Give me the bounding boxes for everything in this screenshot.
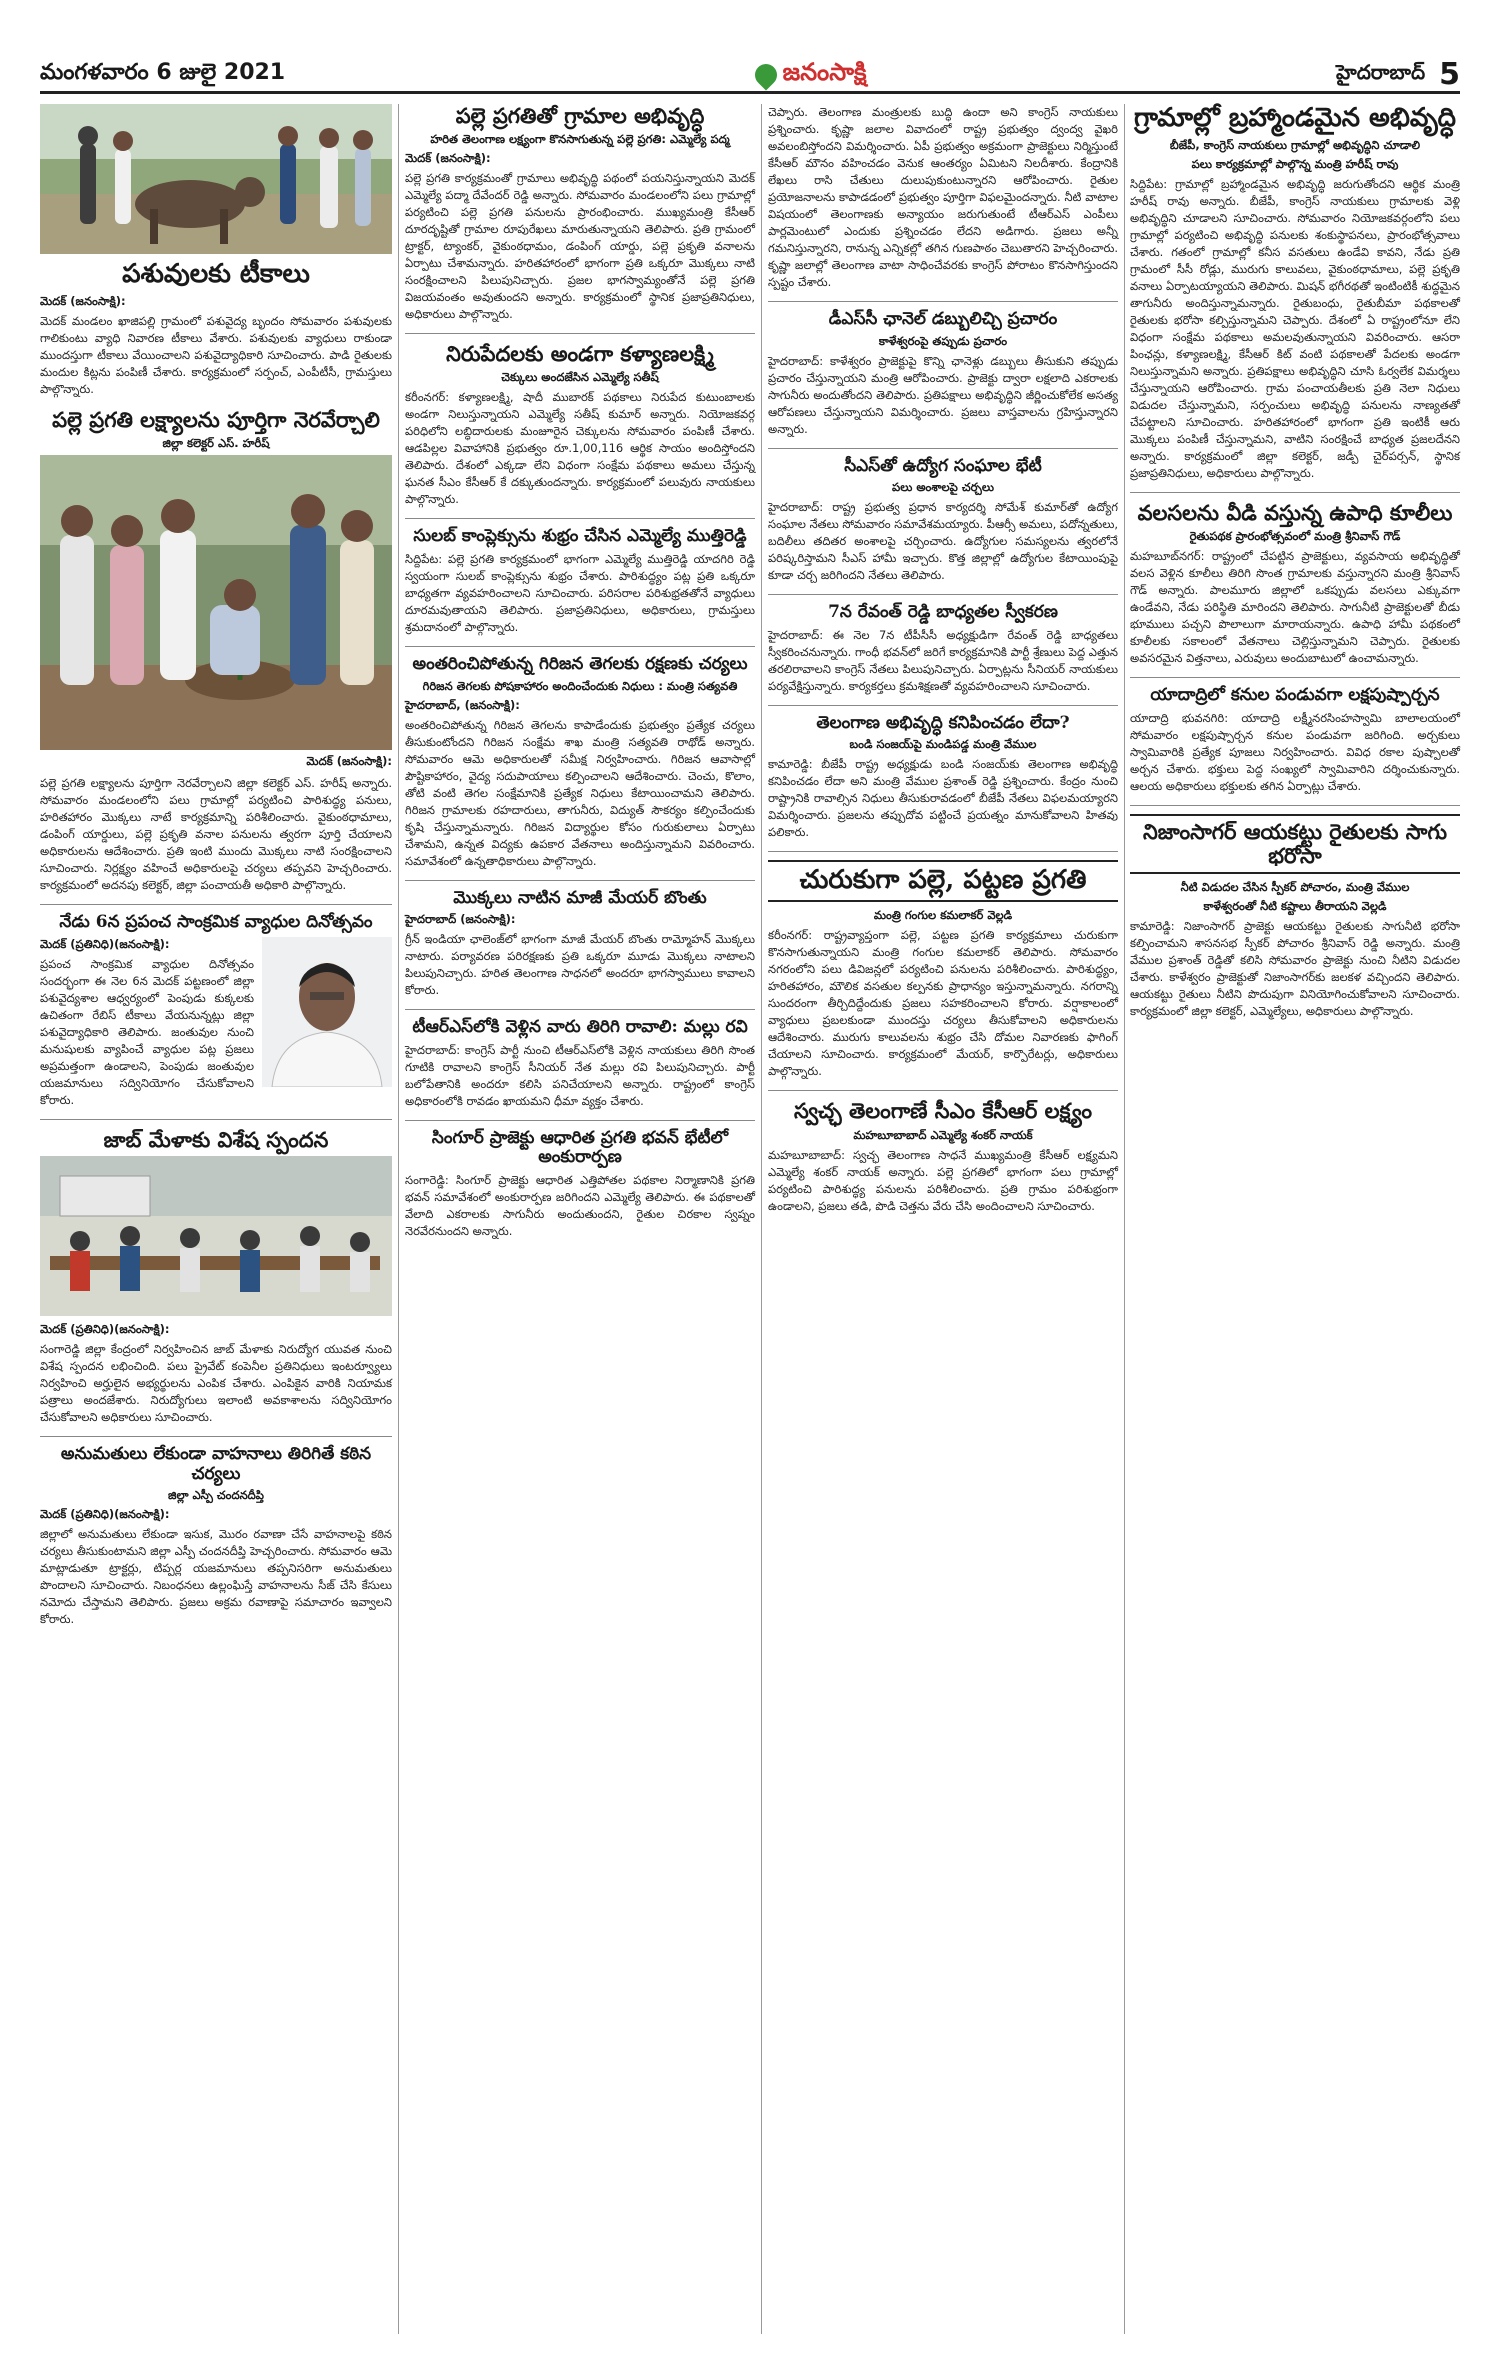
- article-body: పల్లె ప్రగతి లక్ష్యాలను పూర్తిగా నెరవేర్చాలని జిల్లా కలెక్టర్ ఎస్. హరీష్ అన్నారు. సోమవారం మండలంలోని పలు గ్రామాల్లో పర్యటించి పారిశుద్ధ్య పనులు, హరితహారం మొక్కలు నాటే కార్యక్రమాన్ని పరిశీలించారు. వైకుంఠధామాలు, డంపింగ్ యార్డులు, పల్లె ప్రకృతి వనాల పనులను త్వరగా పూర్తి చేయాలని అధికారులను ఆదేశించారు. ప్రతి ఇంటి ముందు మొక్కలు నాటి సంరక్షించాలని సూచించారు. నిర్లక్ష్యం వహించే అధికారులపై చర్యలు తప్పవని హెచ్చరించారు. కార్యక్రమంలో అదనపు కలెక్టర్, జిల్లా పంచాయతీ అధికారి పాల్గొన్నారు.: [40, 776, 392, 893]
- article-targets: [40, 408, 392, 894]
- article-revanth: [768, 603, 1118, 695]
- article-body: సిద్దిపేట: పల్లె ప్రగతి కార్యక్రమంలో భాగంగా ఎమ్మెల్యే ముత్తిరెడ్డి యాదగిరి రెడ్డి స్వయంగా సులబ్ కాంప్లెక్సును శుభ్రం చేశారు. పారిశుద్ధ్యం పట్ల ప్రతి ఒక్కరూ బాధ్యతగా వ్యవహరించాలని సూచించారు. పరిసరాల పరిశుభ్రతతోనే వ్యాధులు దూరమవుతాయని తెలిపారు. ప్రజాప్రతినిధులు, అధికారులు, గ్రామస్తులు శ్రమదానంలో పాల్గొన్నారు.: [405, 551, 755, 635]
- article-body: సంగారెడ్డి జిల్లా కేంద్రంలో నిర్వహించిన జాబ్ మేళాకు నిరుద్యోగ యువత నుంచి విశేష స్పందన లభించింది. పలు ప్రైవేట్ కంపెనీల ప్రతినిధులు ఇంటర్వ్యూలు నిర్వహించి అర్హులైన అభ్యర్థులను ఎంపిక చేశారు. ఎంపికైన వారికి నియామక పత్రాలు అందజేశారు. నిరుద్యోగులు ఇలాంటి అవకాశాలను సద్వినియోగం చేసుకోవాలని అధికారులు సూచించారు.: [40, 1341, 392, 1425]
- headline: మొక్కలు నాటిన మాజీ మేయర్ బొంతు: [453, 887, 707, 908]
- article-kcr-goal: [768, 1099, 1118, 1214]
- column-divider: [1124, 104, 1125, 2334]
- subheadline: కాళేశ్వరంతో నీటి కష్టాలు తీరాయని వెల్లడి: [1203, 899, 1387, 914]
- article-body: యాదాద్రి భువనగిరి: యాదాద్రి లక్ష్మీనరసింహస్వామి బాలాలయంలో సోమవారం లక్షపుష్పార్చన కనుల పండువగా జరిగింది. అర్చకులు స్వామివారికి ప్రత్యేక పూజలు నిర్వహించారు. వివిధ రకాల పుష్పాలతో అర్చన చేశారు. భక్తులు పెద్ద సంఖ్యలో స్వామివారిని దర్శించుకున్నారు. ఆలయ అధికారులు భక్తులకు తగిన ఏర్పాట్లు చేశారు.: [1130, 710, 1460, 793]
- divider: [40, 1119, 392, 1120]
- article-body: పల్లె ప్రగతి కార్యక్రమంతో గ్రామాలు అభివృద్ధి పథంలో పయనిస్తున్నాయని మెదక్ ఎమ్మెల్యే పద్మా దేవేందర్ రెడ్డి అన్నారు. సోమవారం మండలంలోని పలు గ్రామాల్లో పర్యటించి పల్లె ప్రగతి పనులను ప్రారంభించారు. ముఖ్యమంత్రి కేసీఆర్ దూరదృష్టితో గ్రామాల రూపురేఖలు మారుతున్నాయని తెలిపారు. ప్రతి గ్రామంలో ట్రాక్టర్, ట్యాంకర్, వైకుంఠధామం, డంపింగ్ యార్డు, పల్లె ప్రకృతి వనాలను ఏర్పాటు చేశామన్నారు. హరితహారంలో భాగంగా ప్రతి ఒక్కరూ మొక్కలు నాటి సంరక్షించాలని పిలుపునిచ్చారు. ప్రజల భాగస్వామ్యంతోనే పల్లె ప్రగతి విజయవంతం అవుతుందని అన్నారు. కార్యక్రమంలో స్థానిక ప్రజాప్రతినిధులు, అధికారులు పాల్గొన్నారు.: [405, 171, 755, 322]
- subheadline: గిరిజన తెగలకు పోషకాహారం అందించేందుకు నిధులు : మంత్రి సత్యవతి: [422, 678, 738, 693]
- article-body: మహబూబ్‌నగర్: రాష్ట్రంలో చేపట్టిన ప్రాజెక్టులు, వ్యవసాయ అభివృద్ధితో వలస వెళ్లిన కూలీలు తిరిగి సొంత గ్రామాలకు వస్తున్నారని మంత్రి శ్రీనివాస్ గౌడ్ అన్నారు. పాలమూరు జిల్లాలో ఒకప్పుడు వలసలు ఎక్కువగా ఉండేవని, నేడు పరిస్థితి మారిందని తెలిపారు. సాగునీటి ప్రాజెక్టులతో బీడు భూములు పచ్చని పొలాలుగా మారాయన్నారు. ఉపాధి హామీ పథకంలో కూలీలకు సకాలంలో వేతనాలు చెల్లిస్తున్నామని చెప్పారు. రైతులకు అవసరమైన విత్తనాలు, ఎరువులు అందుబాటులో ఉంచామన్నారు.: [1130, 549, 1460, 666]
- dateline: మెదక్ (ప్రతినిధి)(జనంసాక్షి):: [40, 936, 170, 951]
- article-body: ప్రపంచ సాంక్రమిక వ్యాధుల దినోత్సవం సందర్భంగా ఈ నెల 6న మెదక్ పట్టణంలో జిల్లా పశువైద్యశాల ఆధ్వర్యంలో పెంపుడు కుక్కలకు ఉచితంగా రేబిస్ టీకాలు వేయనున్నట్లు జిల్లా పశువైద్యాధికారి తెలిపారు. జంతువుల నుంచి మనుషులకు వ్యాపించే వ్యాధుల పట్ల ప్రజలు అప్రమత్తంగా ఉండాలని, పెంపుడు జంతువుల యజమానులు సద్వినియోగం చేసుకోవాలని కోరారు.: [40, 956, 254, 1107]
- article-body: హైదరాబాద్: కాంగ్రెస్ పార్టీ నుంచి టీఆర్‌ఎస్‌లోకి వెళ్లిన నాయకులు తిరిగి సొంత గూటికి రావాలని కాంగ్రెస్ సీనియర్ నేత మల్లు రవి పిలుపునిచ్చారు. పార్టీ బలోపేతానికి అందరూ కలిసి పనిచేయాలని అన్నారు. రాష్ట్రంలో కాంగ్రెస్ అధికారంలోకి రావడం ఖాయమని ధీమా వ్యక్తం చేశారు.: [405, 1042, 755, 1108]
- column-divider: [398, 104, 399, 2334]
- job-mela-photo: [40, 1156, 392, 1316]
- page-number: 5: [1439, 57, 1460, 92]
- subheadline: జిల్లా కలెక్టర్ ఎస్. హరీష్: [162, 436, 270, 451]
- subheadline: మహబూబాబాద్ ఎమ్మెల్యే శంకర్ నాయక్: [853, 1127, 1033, 1142]
- masthead: [40, 58, 1460, 94]
- article-body: హైదరాబాద్: రాష్ట్ర ప్రభుత్వ ప్రధాన కార్యదర్శి సోమేశ్ కుమార్‌తో ఉద్యోగ సంఘాల నేతలు సోమవారం సమావేశమయ్యారు. పీఆర్సీ అమలు, పదోన్నతులు, బదిలీలు తదితర అంశాలపై చర్చించారు. ఉద్యోగుల సమస్యలను త్వరలోనే పరిష్కరిస్తామని సీఎస్ హామీ ఇచ్చారు. కొత్త జిల్లాల్లో ఉద్యోగుల కేటాయింపుపై కూడా చర్చ జరిగిందని నేతలు తెలిపారు.: [768, 500, 1118, 583]
- headline: నిజాంసాగర్ ఆయకట్టు రైతులకు సాగు భరోసా: [1130, 814, 1460, 874]
- headline: సింగూర్ ప్రాజెక్టు ఆధారిత ప్రగతి భవన్ భేటీలో అంకురార్పణ: [431, 1127, 729, 1168]
- article-text: [40, 937, 254, 1109]
- article-tribal: [405, 655, 755, 870]
- divider: [405, 646, 755, 647]
- divider: [1130, 492, 1460, 493]
- divider: [40, 1436, 392, 1437]
- divider: [768, 705, 1118, 706]
- article-kalyana: [405, 342, 755, 508]
- article-body: కామారెడ్డి: నిజాంసాగర్ ప్రాజెక్టు ఆయకట్టు రైతులకు సాగునీటి భరోసా కల్పించామని శాసనసభ స్పీకర్ పోచారం శ్రీనివాస్ రెడ్డి అన్నారు. మంత్రి వేముల ప్రశాంత్ రెడ్డితో కలిసి సోమవారం ప్రాజెక్టు నుంచి నీటిని విడుదల చేశారు. కాళేశ్వరం ప్రాజెక్టుతో నిజాంసాగర్‌కు జలకళ వచ్చిందని తెలిపారు. ఆయకట్టు రైతులు నీటిని పొదుపుగా వినియోగించుకోవాలని సూచించారు. కార్యక్రమంలో జిల్లా కలెక్టర్, ఎమ్మెల్యేలు, అధికారులు పాల్గొన్నారు.: [1130, 919, 1460, 1019]
- article-cm-meet: [768, 457, 1118, 585]
- subheadline: బీజేపీ, కాంగ్రెస్ నాయకులు గ్రామాల్లో అభివృద్ధిని చూడాలి: [1169, 137, 1421, 152]
- divider: [1130, 677, 1460, 678]
- article-develop: [768, 714, 1118, 842]
- subheadline: చెక్కులు అందజేసిన ఎమ్మెల్యే సతీష్: [501, 370, 659, 385]
- article-body: హైదరాబాద్: ఈ నెల 7న టీపీసీసీ అధ్యక్షుడిగా రేవంత్ రెడ్డి బాధ్యతలు స్వీకరించనున్నారు. గాంధీ భవన్‌లో జరిగే కార్యక్రమానికి పార్టీ శ్రేణులు పెద్ద ఎత్తున తరలిరావాలని కాంగ్రెస్ నేతలు పిలుపునిచ్చారు. ఏర్పాట్లను సీనియర్ నాయకులు పర్యవేక్షిస్తున్నారు. కార్యకర్తలు క్రమశిక్షణతో వ్యవహరించాలని సూచించారు.: [768, 627, 1118, 693]
- leaf-icon: [750, 59, 781, 90]
- subheadline: హరిత తెలంగాణ లక్ష్యంగా కొనసాగుతున్న పల్లె ప్రగతి: ఎమ్మెల్యే పద్మ: [430, 132, 730, 147]
- subheadline: పలు అంశాలపై చర్చలు: [892, 480, 994, 495]
- column-3: [768, 104, 1118, 1225]
- portrait-photo: [262, 937, 392, 1087]
- article-body: హైదరాబాద్: కాళేశ్వరం ప్రాజెక్టుపై కొన్ని ఛానెళ్లు డబ్బులు తీసుకుని తప్పుడు ప్రచారం చేస్తున్నాయని మంత్రి ఆరోపించారు. ప్రాజెక్టు ద్వారా లక్షలాది ఎకరాలకు సాగునీరు అందుతోందని తెలిపారు. ప్రతిపక్షాలు అభివృద్ధిని జీర్ణించుకోలేక అసత్య ఆరోపణలు చేస్తున్నాయని విమర్శించారు. ప్రజలు వాస్తవాలను గ్రహిస్తున్నారని అన్నారు.: [768, 353, 1118, 436]
- article-row: [40, 937, 392, 1109]
- headline: డీఎస్‌సీ ఛానెల్ డబ్బులిచ్చి ప్రచారం: [828, 309, 1058, 330]
- article-yadadri: [1130, 686, 1460, 795]
- divider: [768, 448, 1118, 449]
- article-body: మెదక్ మండలం ఖాజిపల్లి గ్రామంలో పశువైద్య బృందం సోమవారం పశువులకు గాలికుంటు వ్యాధి నివారణ టీకాలు వేశారు. పశువులకు వ్యాధులు రాకుండా ముందస్తుగా టీకాలు వేయించాలని పశువైద్యాధికారి సూచించారు. పాడి రైతులకు మందుల కిట్లను పంపిణీ చేశారు. కార్యక్రమంలో సర్పంచ్, ఎంపీటీసీ, గ్రామస్తులు పాల్గొన్నారు.: [40, 313, 392, 396]
- paper-logo: [755, 58, 867, 92]
- dateline: మెదక్ (ప్రతినిధి)(జనంసాక్షి):: [40, 1507, 170, 1522]
- article-vaccine: [40, 260, 392, 398]
- photo-caption: మెదక్ (జనంసాక్షి):: [306, 754, 392, 769]
- city-name: హైదరాబాద్: [1336, 60, 1426, 84]
- subheadline: కాళేశ్వరంపై తప్పుడు ప్రచారం: [878, 333, 1008, 348]
- article-swachh: [405, 527, 755, 636]
- divider: [40, 904, 392, 905]
- column-1: [40, 104, 392, 1638]
- article-body: కరీంనగర్: రాష్ట్రవ్యాప్తంగా పల్లె, పట్టణ ప్రగతి కార్యక్రమాలు చురుకుగా కొనసాగుతున్నాయని మంత్రి గంగుల కమలాకర్ తెలిపారు. సోమవారం నగరంలోని పలు డివిజన్లలో పర్యటించి పనులను పరిశీలించారు. పారిశుద్ధ్యం, హరితహారం, మౌలిక వసతుల కల్పనకు ప్రాధాన్యం ఇస్తున్నామన్నారు. నగరాన్ని సుందరంగా తీర్చిదిద్దేందుకు ప్రజలు సహకరించాలని కోరారు. వర్షాకాలంలో వ్యాధులు ప్రబలకుండా ముందస్తు చర్యలు తీసుకోవాలని అధికారులను ఆదేశించారు. మురుగు కాలువలను శుభ్రం చేసి దోమల నివారణకు ఫాగింగ్ చేయాలని సూచించారు. కార్యక్రమంలో మేయర్, కార్పొరేటర్లు, అధికారులు పాల్గొన్నారు.: [768, 928, 1118, 1079]
- column-2: [405, 104, 755, 1250]
- headline: నేడు 6న ప్రపంచ సాంక్రమిక వ్యాధుల దినోత్సవం: [59, 912, 373, 933]
- subheadline: మంత్రి గంగుల కమలాకర్ వెల్లడి: [873, 908, 1013, 923]
- headline: చురుకుగా పల్లె, పట్టణ ప్రగతి: [768, 860, 1118, 902]
- paper-name: జనంసాక్షి: [782, 57, 867, 86]
- divider: [768, 594, 1118, 595]
- headline: టీఆర్‌ఎస్‌లోకి వెళ్లిన వారు తిరిగి రావాలి: మల్లు రవి: [412, 1017, 748, 1038]
- article-body: సిద్దిపేట: గ్రామాల్లో బ్రహ్మాండమైన అభివృద్ధి జరుగుతోందని ఆర్థిక మంత్రి హరీష్ రావు అన్నారు. బీజేపీ, కాంగ్రెస్ నాయకులు గ్రామాలకు వెళ్లి అభివృద్ధిని చూడాలని సూచించారు. సోమవారం నియోజకవర్గంలోని పలు గ్రామాల్లో పర్యటించి అభివృద్ధి పనులకు శంకుస్థాపనలు, ప్రారంభోత్సవాలు చేశారు. గతంలో గ్రామాల్లో కనీస వసతులు ఉండేవి కావని, నేడు ప్రతి గ్రామంలో సీసీ రోడ్లు, మురుగు కాలువలు, వైకుంఠధామాలు, పల్లె ప్రకృతి వనాలు ఏర్పాటయ్యాయని తెలిపారు. మిషన్ భగీరథతో ఇంటింటికీ శుద్ధమైన తాగునీరు అందిస్తున్నామన్నారు. రైతుబంధు, రైతుబీమా పథకాలతో రైతులకు భరోసా కల్పిస్తున్నామని చెప్పారు. దేశంలో ఏ రాష్ట్రంలోనూ లేని విధంగా సంక్షేమ పథకాలు అమలవుతున్నాయని వివరించారు. ఆసరా పింఛన్లు, కళ్యాణలక్ష్మి, కేసీఆర్ కిట్ వంటి పథకాలతో పేదలకు అండగా నిలుస్తున్నామని అన్నారు. ప్రతిపక్షాలు అభివృద్ధిని చూసి ఓర్వలేక విమర్శలు చేస్తున్నాయని ఆరోపించారు. గ్రామ పంచాయతీలకు ప్రతి నెలా నిధులు విడుదల చేస్తున్నామని, సర్పంచులు అభివృద్ధి పనులను నాణ్యతతో చేపట్టాలని సూచించారు. హరితహారంలో భాగంగా ప్రతి ఇంటికీ ఆరు మొక్కలు పంపిణీ చేస్తున్నామని, వాటిని సంరక్షించే బాధ్యత ప్రజలదేనని అన్నారు. కార్యక్రమంలో జిల్లా కలెక్టర్, జడ్పీ చైర్‌పర్సన్, స్థానిక ప్రజాప్రతినిధులు, అధికారులు పాల్గొన్నారు.: [1130, 176, 1460, 481]
- subheadline: నీటి విడుదల చేసిన స్పీకర్ పోచారం, మంత్రి వేముల: [1180, 880, 1410, 895]
- headline: స్వచ్ఛ తెలంగాణే సీఎం కేసీఆర్ లక్ష్యం: [793, 1098, 1093, 1124]
- column-4: [1130, 104, 1460, 1030]
- masthead-right: [1336, 57, 1460, 92]
- headline: నిరుపేదలకు అండగా కళ్యాణలక్ష్మి: [446, 341, 714, 367]
- divider: [768, 851, 1118, 852]
- divider: [405, 1120, 755, 1121]
- article-boom: [1130, 104, 1460, 482]
- article-saplings: [405, 889, 755, 1000]
- article-body: అంతరించిపోతున్న గిరిజన తెగలను కాపాడేందుకు ప్రభుత్వం ప్రత్యేక చర్యలు తీసుకుంటోందని గిరిజన సంక్షేమ శాఖ మంత్రి సత్యవతి రాథోడ్ అన్నారు. సోమవారం ఆమె అధికారులతో సమీక్ష నిర్వహించారు. గిరిజన ఆవాసాల్లో పౌష్టికాహారం, వైద్య సదుపాయాలు కల్పించాలని ఆదేశించారు. చెంచు, కొలాం, తోటి వంటి తెగల సంక్షేమానికి ప్రత్యేక నిధులు కేటాయించామని తెలిపారు. గిరిజన గ్రామాలకు రహదారులు, తాగునీరు, విద్యుత్ సౌకర్యం కల్పించేందుకు కృషి చేస్తున్నామన్నారు. గిరిజన విద్యార్థుల కోసం గురుకులాలు ఏర్పాటు చేశామని, ఉన్నత విద్యకు ఉపకార వేతనాలు అందిస్తున్నామని వివరించారు. సమావేశంలో ఉన్నతాధికారులు పాల్గొన్నారు.: [405, 717, 755, 868]
- article-nizamsagar: [1130, 814, 1460, 1020]
- headline: సీఎస్‌తో ఉద్యోగ సంఘాల భేటీ: [844, 455, 1042, 476]
- article-body: కరీంనగర్: కళ్యాణలక్ష్మి, షాదీ ముబారక్ పథకాలు నిరుపేద కుటుంబాలకు అండగా నిలుస్తున్నాయని ఎమ్మెల్యే సతీష్ కుమార్ అన్నారు. నియోజకవర్గ పరిధిలోని లబ్ధిదారులకు మంజూరైన చెక్కులను సోమవారం పంపిణీ చేశారు. ఆడపిల్లల వివాహానికి ప్రభుత్వం రూ.1,00,116 ఆర్థిక సాయం అందిస్తోందని తెలిపారు. దేశంలో ఎక్కడా లేని విధంగా సంక్షేమ పథకాలు అమలు చేస్తున్న ఘనత సీఎం కేసీఆర్ కే దక్కుతుందన్నారు. కార్యక్రమంలో పలువురు నాయకులు పాల్గొన్నారు.: [405, 390, 755, 507]
- article-singur: [405, 1129, 755, 1240]
- headline: గ్రామాల్లో బ్రహ్మాండమైన అభివృద్ధి: [1134, 103, 1456, 133]
- article-body: మహబూబాబాద్: స్వచ్ఛ తెలంగాణ సాధనే ముఖ్యమంత్రి కేసీఆర్ లక్ష్యమని ఎమ్మెల్యే శంకర్ నాయక్ అన్నారు. పల్లె ప్రగతిలో భాగంగా పలు గ్రామాల్లో పర్యటించి పారిశుద్ధ్య పనులను పరిశీలించారు. ప్రతి గ్రామం పరిశుభ్రంగా ఉండాలని, ప్రజలు తడి, పొడి చెత్తను వేరు చేసి అందించాలని సూచించారు.: [768, 1147, 1118, 1213]
- article-trs: [405, 1018, 755, 1110]
- dateline: హైదరాబాద్ (జనంసాక్షి):: [405, 912, 516, 927]
- cattle-vaccination-photo: [40, 104, 392, 254]
- headline: సులబ్ కాంప్లెక్సును శుభ్రం చేసిన ఎమ్మెల్యే ముత్తిరెడ్డి: [413, 526, 747, 547]
- subheadline: జిల్లా ఎస్పీ చందనదీప్తి: [168, 1488, 264, 1503]
- article-body: గ్రీన్ ఇండియా ఛాలెంజ్‌లో భాగంగా మాజీ మేయర్ బొంతు రామ్మోహన్ మొక్కలు నాటారు. పర్యావరణ పరిరక్షణకు ప్రతి ఒక్కరూ మూడు మొక్కలు నాటాలని పిలుపునిచ్చారు. హరిత తెలంగాణ సాధనలో అందరూ భాగస్వాములు కావాలని కోరారు.: [405, 932, 755, 998]
- article-zoonoses: [40, 913, 392, 1109]
- article-jobmela: [40, 1128, 392, 1426]
- headline: అంతరించిపోతున్న గిరిజన తెగలకు రక్షణకు చర్యలు: [412, 654, 748, 675]
- article-village: [405, 104, 755, 323]
- dateline: మెదక్ (ప్రతినిధి)(జనంసాక్షి):: [40, 1321, 170, 1336]
- article-pragathi: [768, 860, 1118, 1080]
- divider: [405, 1009, 755, 1010]
- article-deceived: [768, 310, 1118, 438]
- dateline: హైదరాబాద్, (జనంసాక్షి):: [405, 697, 520, 712]
- headline: పశువులకు టీకాలు: [122, 259, 310, 289]
- divider: [405, 333, 755, 334]
- dateline: మెదక్ (జనంసాక్షి):: [405, 151, 491, 166]
- article-body: జిల్లాలో అనుమతులు లేకుండా ఇసుక, మొరం రవాణా చేసే వాహనాలపై కఠిన చర్యలు తీసుకుంటామని జిల్లా ఎస్పీ చందనదీప్తి హెచ్చరించారు. సోమవారం ఆమె మాట్లాడుతూ ట్రాక్టర్లు, టిప్పర్ల యజమానులు తప్పనిసరిగా అనుమతులు పొందాలని సూచించారు. నిబంధనలు ఉల్లంఘిస్తే వాహనాలను సీజ్ చేసి కేసులు నమోదు చేస్తామని తెలిపారు. ప్రజలు అక్రమ రవాణాపై సమాచారం ఇవ్వాలని కోరారు.: [40, 1527, 392, 1627]
- divider: [405, 518, 755, 519]
- article-body: కామారెడ్డి: బీజేపీ రాష్ట్ర అధ్యక్షుడు బండి సంజయ్‌కు తెలంగాణ అభివృద్ధి కనిపించడం లేదా అని మంత్రి వేముల ప్రశాంత్ రెడ్డి ప్రశ్నించారు. కేంద్రం నుంచి రాష్ట్రానికి రావాల్సిన నిధులు తీసుకురావడంలో బీజేపీ నేతలు విఫలమయ్యారని విమర్శించారు. ప్రజలను తప్పుదోవ పట్టించే ప్రయత్నం మానుకోవాలని హితవు పలికారు.: [768, 757, 1118, 840]
- subheadline: పలు కార్యక్రమాల్లో పాల్గొన్న మంత్రి హరీష్ రావు: [1191, 156, 1399, 171]
- subheadline: రైతుపథక ప్రారంభోత్సవంలో మంత్రి శ్రీనివాస్ గౌడ్: [1189, 529, 1401, 544]
- headline: వలసలను వీడి వస్తున్న ఉపాధి కూలీలు: [1137, 500, 1453, 526]
- headline: పల్లె ప్రగతితో గ్రామాల అభివృద్ధి: [455, 103, 705, 128]
- headline: తెలంగాణ అభివృద్ధి కనిపించడం లేదా?: [816, 712, 1070, 733]
- collector-planting-photo: [40, 455, 392, 750]
- headline: యాదాద్రిలో కనుల పండువగా లక్షపుష్పార్చన: [1150, 685, 1440, 706]
- article-body: సంగారెడ్డి: సింగూర్ ప్రాజెక్టు ఆధారిత ఎత్తిపోతల పథకాల నిర్మాణానికి ప్రగతి భవన్ సమావేశంలో అంకురార్పణ జరిగిందని ఎమ్మెల్యే తెలిపారు. ఈ పథకాలతో వేలాది ఎకరాలకు సాగునీరు అందుతుందని, రైతుల చిరకాల స్వప్నం నెరవేరనుందని అన్నారు.: [405, 1172, 755, 1239]
- column-divider: [761, 104, 762, 2334]
- divider: [768, 1090, 1118, 1091]
- headline: జాబ్ మేళాకు విశేష స్పందన: [103, 1126, 329, 1152]
- divider: [405, 880, 755, 881]
- article-congress: [768, 104, 1118, 291]
- article-permits: [40, 1445, 392, 1628]
- headline: అనుమతులు లేకుండా వాహనాలు తిరిగితే కఠిన చర్యలు: [60, 1444, 372, 1484]
- dateline: మెదక్ (జనంసాక్షి):: [40, 293, 126, 308]
- article-body: చెప్పారు. తెలంగాణ మంత్రులకు బుద్ధి ఉందా అని కాంగ్రెస్ నాయకులు ప్రశ్నించారు. కృష్ణా జలాల వివాదంలో రాష్ట్ర ప్రభుత్వం ద్వంద్వ వైఖరి అవలంబిస్తోందని విమర్శించారు. ఏపీ ప్రభుత్వం అక్రమంగా ప్రాజెక్టులు నిర్మిస్తుంటే కేసీఆర్ మౌనం వహించడం వెనుక ఆంతర్యం ఏమిటని నిలదీశారు. కేంద్రానికి లేఖలు రాసి చేతులు దులుపుకుంటున్నారని ఆరోపించారు. రైతుల ప్రయోజనాలను కాపాడడంలో ప్రభుత్వం పూర్తిగా విఫలమైందన్నారు. నీటి వాటాల విషయంలో తెలంగాణకు అన్యాయం జరుగుతుంటే టీఆర్‌ఎస్ ఎంపీలు పార్లమెంటులో ఎందుకు ప్రశ్నించడం లేదని అడిగారు. ప్రజలు అన్నీ గమనిస్తున్నారని, రానున్న ఎన్నికల్లో తగిన గుణపాఠం చెబుతారని హెచ్చరించారు. కృష్ణా జలాల్లో తెలంగాణ వాటా సాధించేవరకు కాంగ్రెస్ పోరాటం కొనసాగిస్తుందని స్పష్టం చేశారు.: [768, 105, 1118, 290]
- subheadline: బండి సంజయ్‌పై మండిపడ్డ మంత్రి వేముల: [849, 737, 1037, 752]
- divider: [768, 301, 1118, 302]
- issue-date: మంగళవారం 6 జులై 2021: [40, 59, 286, 85]
- headline: 7న రేవంత్ రెడ్డి బాధ్యతల స్వీకరణ: [828, 602, 1058, 623]
- headline: పల్లె ప్రగతి లక్ష్యాలను పూర్తిగా నెరవేర్చాలి: [52, 406, 380, 432]
- divider: [1130, 805, 1460, 806]
- article-laborers: [1130, 501, 1460, 667]
